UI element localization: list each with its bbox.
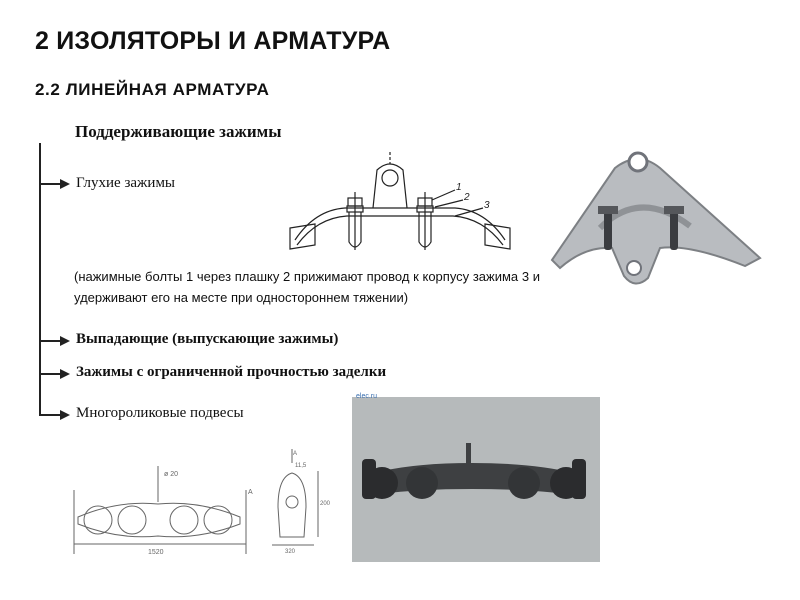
- page-title: 2 ИЗОЛЯТОРЫ И АРМАТУРА: [35, 27, 391, 55]
- item-mnogorolikovye: Многороликовые подвесы: [76, 405, 244, 421]
- arrow-icon: [60, 369, 70, 379]
- dim-width: 320: [285, 549, 296, 555]
- roller-drawing-front: [68, 462, 258, 560]
- tree-branch-3: [39, 373, 61, 375]
- dim-section-a: A: [248, 489, 253, 496]
- dim-length: 1520: [148, 549, 164, 556]
- clamp-photo: [540, 148, 770, 298]
- section-heading: Поддерживающие зажимы: [75, 122, 282, 141]
- label-1: 1: [456, 182, 462, 193]
- arrow-icon: [60, 179, 70, 189]
- roller-photo: [352, 397, 600, 562]
- tree-branch-4: [39, 414, 61, 416]
- dim-section-a2: A: [293, 451, 298, 457]
- clamp-drawing: [285, 150, 515, 260]
- dim-height: 200: [320, 501, 331, 507]
- arrow-icon: [60, 410, 70, 420]
- item-ogranichennoy: Зажимы с ограниченной прочностью заделки: [76, 364, 387, 380]
- label-3: 3: [484, 200, 490, 211]
- watermark-text: elec.ru: [356, 393, 378, 400]
- roller-drawing-side: [268, 447, 334, 555]
- label-2: 2: [464, 192, 470, 203]
- item-vypadayushchie: Выпадающие (выпускающие зажимы): [76, 331, 339, 347]
- dim-small: 11,5: [295, 463, 307, 469]
- clamp-description: (нажимные болты 1 через плашку 2 прижимают провод к корпусу зажима 3 и удерживают его на месте при одностороннем тяжении): [74, 269, 540, 305]
- dim-diameter: ø 20: [164, 471, 179, 478]
- item-gluhie: Глухие зажимы: [76, 175, 176, 191]
- arrow-icon: [60, 336, 70, 346]
- page-subtitle: 2.2 ЛИНЕЙНАЯ АРМАТУРА: [35, 80, 270, 99]
- tree-branch-2: [39, 340, 61, 342]
- tree-branch-1: [39, 183, 61, 185]
